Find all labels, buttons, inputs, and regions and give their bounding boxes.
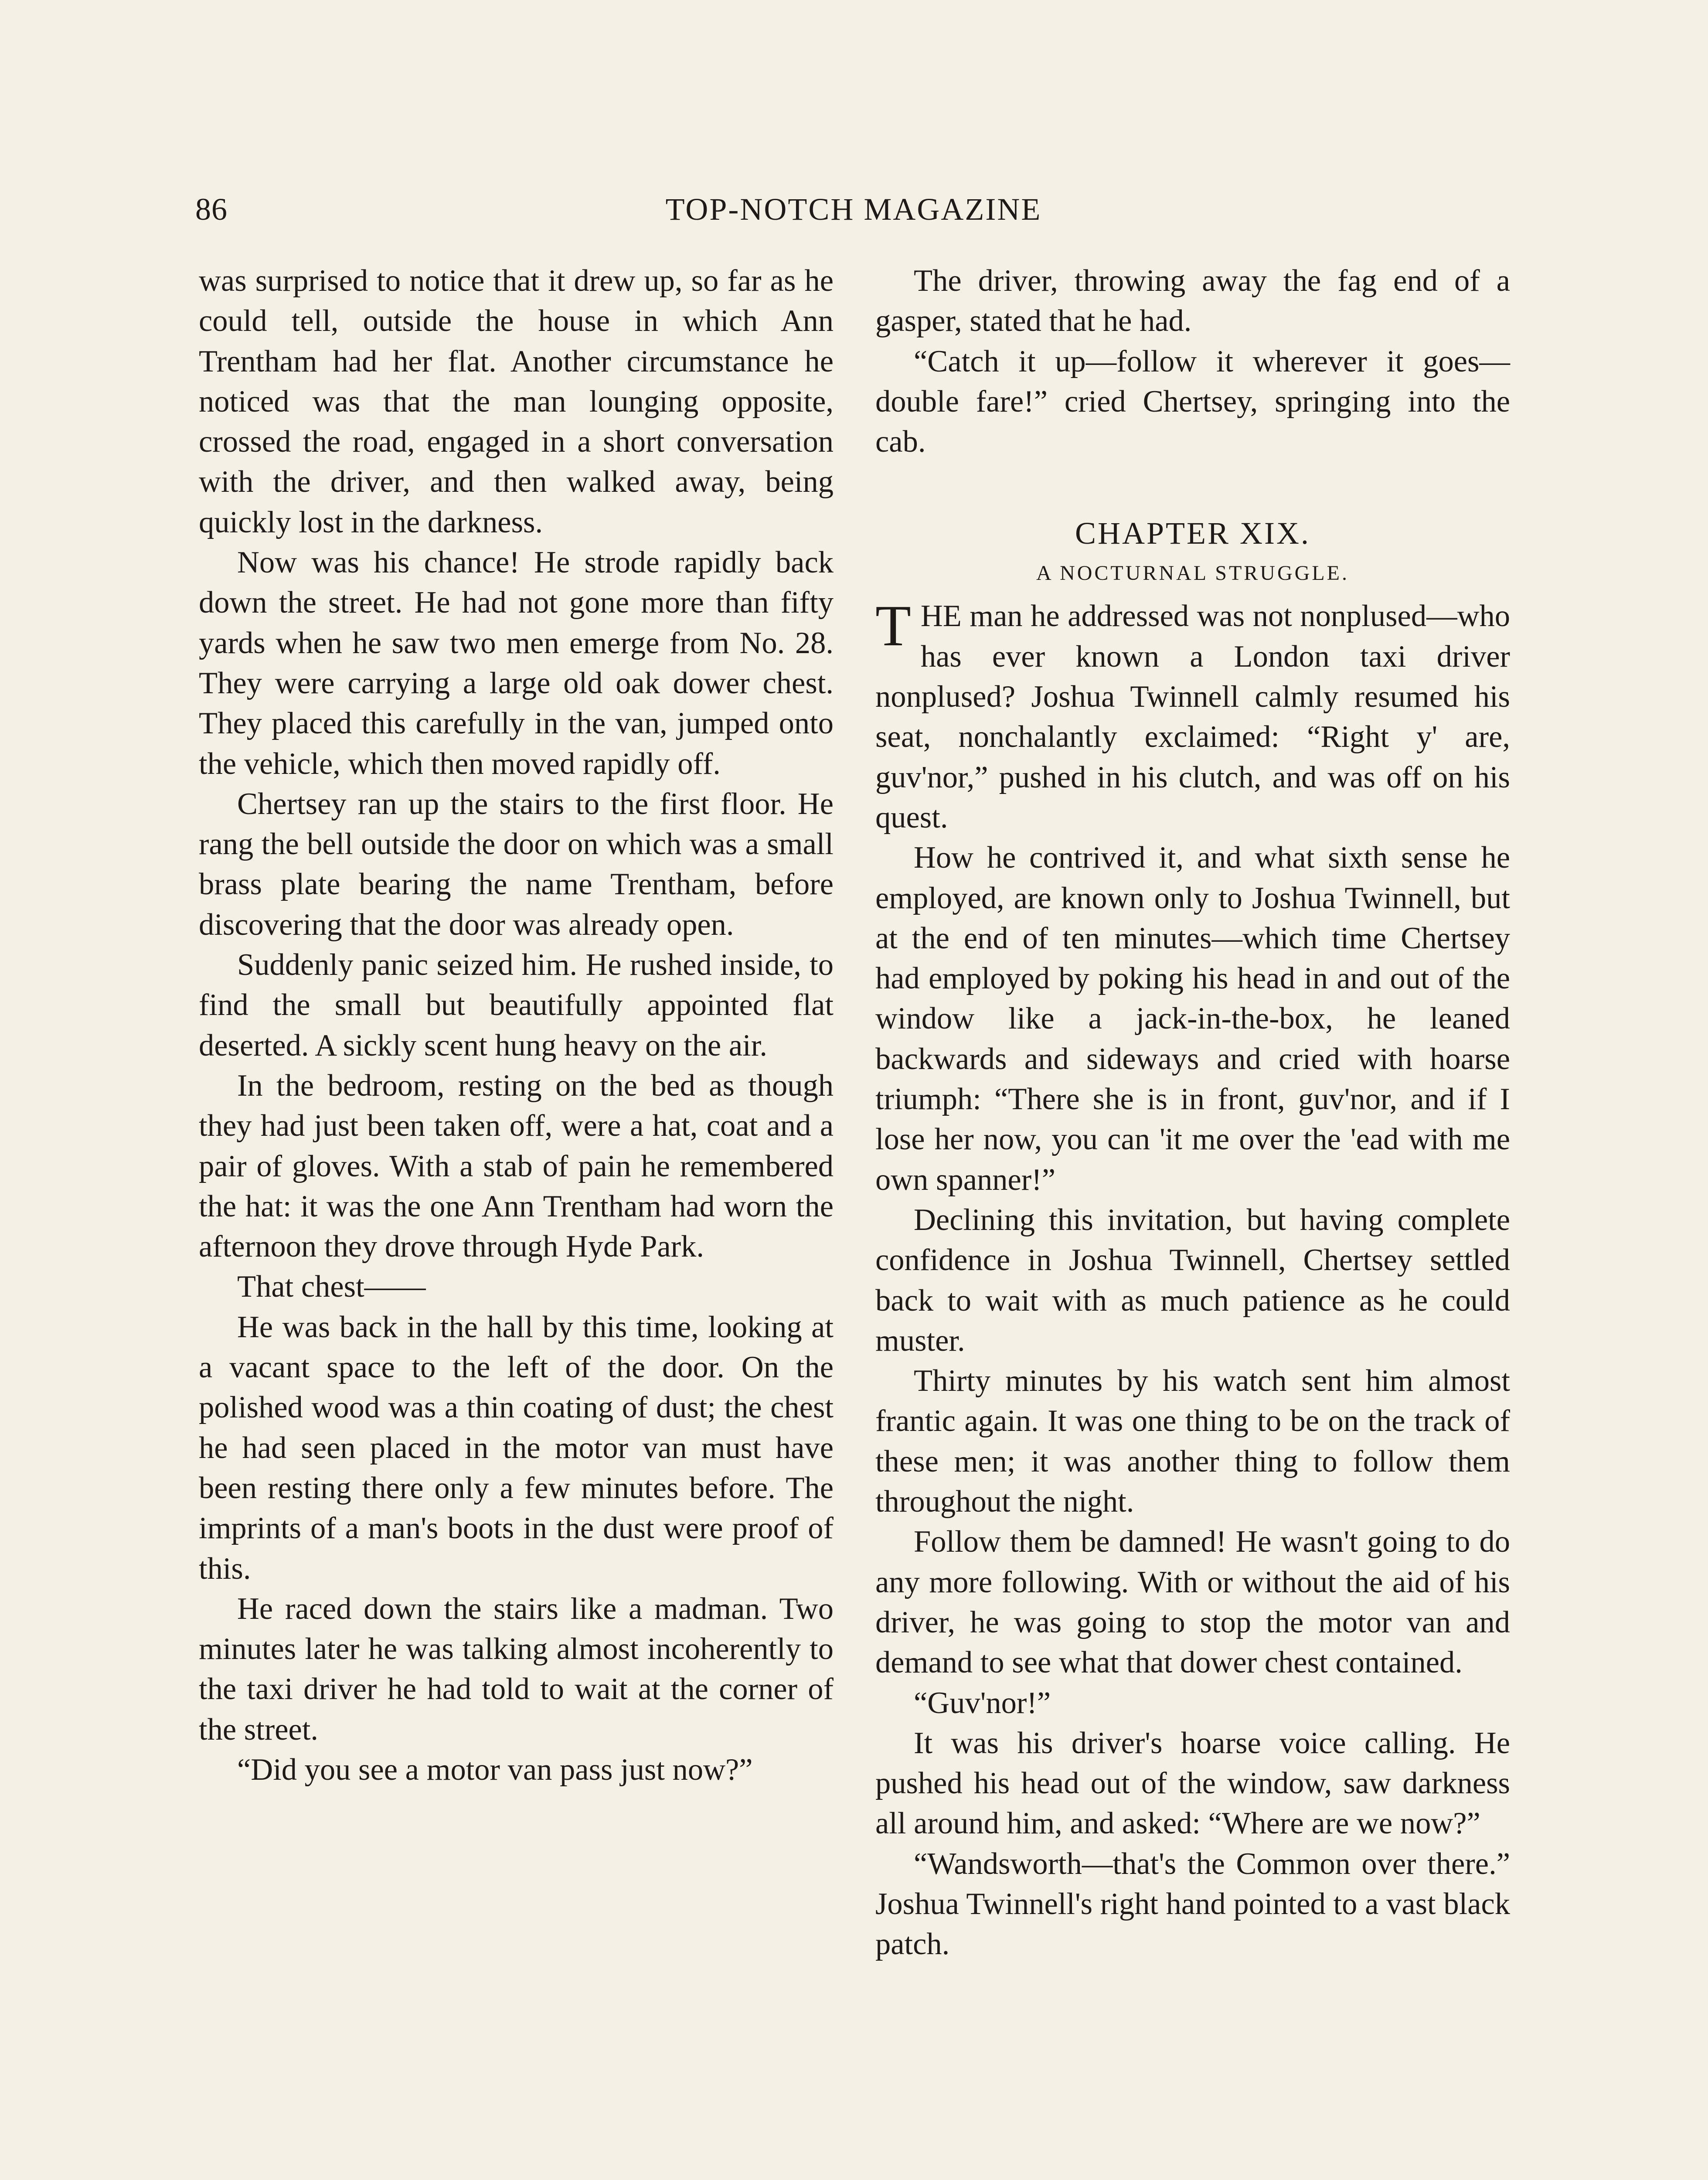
paragraph: He raced down the stairs like a madman. Two minutes later he was talking almost incoherently to the taxi driver he had told to wait at the corner of the street. — [199, 1591, 834, 1747]
paragraph: was surprised to notice that it drew up, so far as he could tell, outside the house in which Ann Trentham had her flat. Another circumstance he noticed was that the man lounging opposite, crossed the road, engaged in a short conversation with the driver, and then walked away, being quickly lost in the darkness. — [199, 264, 834, 539]
chapter-heading: CHAPTER XIX. — [1075, 516, 1310, 551]
paragraph: That chest—— — [237, 1270, 426, 1304]
paragraph: The driver, throwing away the fag end of a gasper, stated that he had. — [875, 264, 1510, 338]
right-column — [875, 261, 1510, 1965]
drop-cap: T — [875, 593, 911, 658]
paragraph: Chertsey ran up the stairs to the first floor. He rang the bell outside the door on which was a small brass plate bearing the name Trentham, before discovering that the door was already open. — [199, 787, 834, 942]
paragraph: “Catch it up—follow it wherever it goes—double fare!” cried Chertsey, springing into the cab. — [875, 344, 1510, 459]
paragraph: “Guv'nor!” — [914, 1686, 1051, 1720]
paragraph: Suddenly panic seized him. He rushed inside, to find the small but beautifully appointed flat deserted. A sickly scent hung heavy on the air. — [199, 948, 834, 1063]
paragraph: “Wandsworth—that's the Common over there.” Joshua Twinnell's right hand pointed to a vast black patch. — [875, 1846, 1510, 1962]
chapter-opening-paragraph — [875, 593, 1510, 838]
running-title: TOP-NOTCH MAGAZINE — [665, 192, 1042, 227]
paragraph: Declining this invitation, but having complete confidence in Joshua Twinnell, Chertsey settled back to wait with as much patience as he could muster. — [875, 1202, 1510, 1358]
paragraph: In the bedroom, resting on the bed as though they had just been taken off, were a hat, coat and a pair of gloves. With a stab of pain he remembered the hat: it was the one Ann Trentham had worn the afternoon they drove through Hyde Park. — [199, 1068, 834, 1264]
page-number: 86 — [195, 192, 228, 227]
paragraph: He was back in the hall by this time, looking at a vacant space to the left of the door. On the polished wood was a thin coating of dust; the chest he had seen placed in the motor van must have been resting there only a few minutes before. The imprints of a man's boots in the dust were proof of this. — [199, 1310, 834, 1586]
paragraph: Follow them be damned! He wasn't going to do any more following. With or without the aid of his driver, he was going to stop the motor van and demand to see what that dower chest contained. — [875, 1525, 1510, 1680]
left-column — [199, 261, 834, 1790]
paragraph: How he contrived it, and what sixth sense he employed, are known only to Joshua Twinnell, but at the end of ten minutes—which time Chertsey had employed by poking his head in and out of the window like a jack-in-the-box, he leaned backwards and sideways and cried with hoarse triumph: “There she is in front, guv'nor, and if I lose her now, you can 'it me over the 'ead with me own spanner!” — [875, 841, 1510, 1197]
chapter-opening-text: HE man he addressed was not nonplused—who has ever known a London taxi driver nonplused? Joshua Twinnell calmly resumed his seat, nonchalantly exclaimed: “Right y' are, guv'nor,” pushed in his clutch, and was off on his quest. — [875, 599, 1510, 835]
paragraph: “Did you see a motor van pass just now?” — [237, 1752, 753, 1787]
paragraph: Thirty minutes by his watch sent him almost frantic again. It was one thing to be on the track of these men; it was another thing to follow them throughout the night. — [875, 1364, 1510, 1519]
page-header — [195, 187, 1512, 231]
paragraph: It was his driver's hoarse voice calling. He pushed his head out of the window, saw darkness all around him, and asked: “Where are we now?” — [875, 1726, 1510, 1841]
paragraph: Now was his chance! He strode rapidly back down the street. He had not gone more than fifty yards when he saw two men emerge from No. 28. They were carrying a large old oak dower chest. They placed this carefully in the van, jumped onto the vehicle, which then moved rapidly off. — [199, 545, 834, 781]
chapter-subtitle: A NOCTURNAL STRUGGLE. — [1036, 562, 1349, 585]
